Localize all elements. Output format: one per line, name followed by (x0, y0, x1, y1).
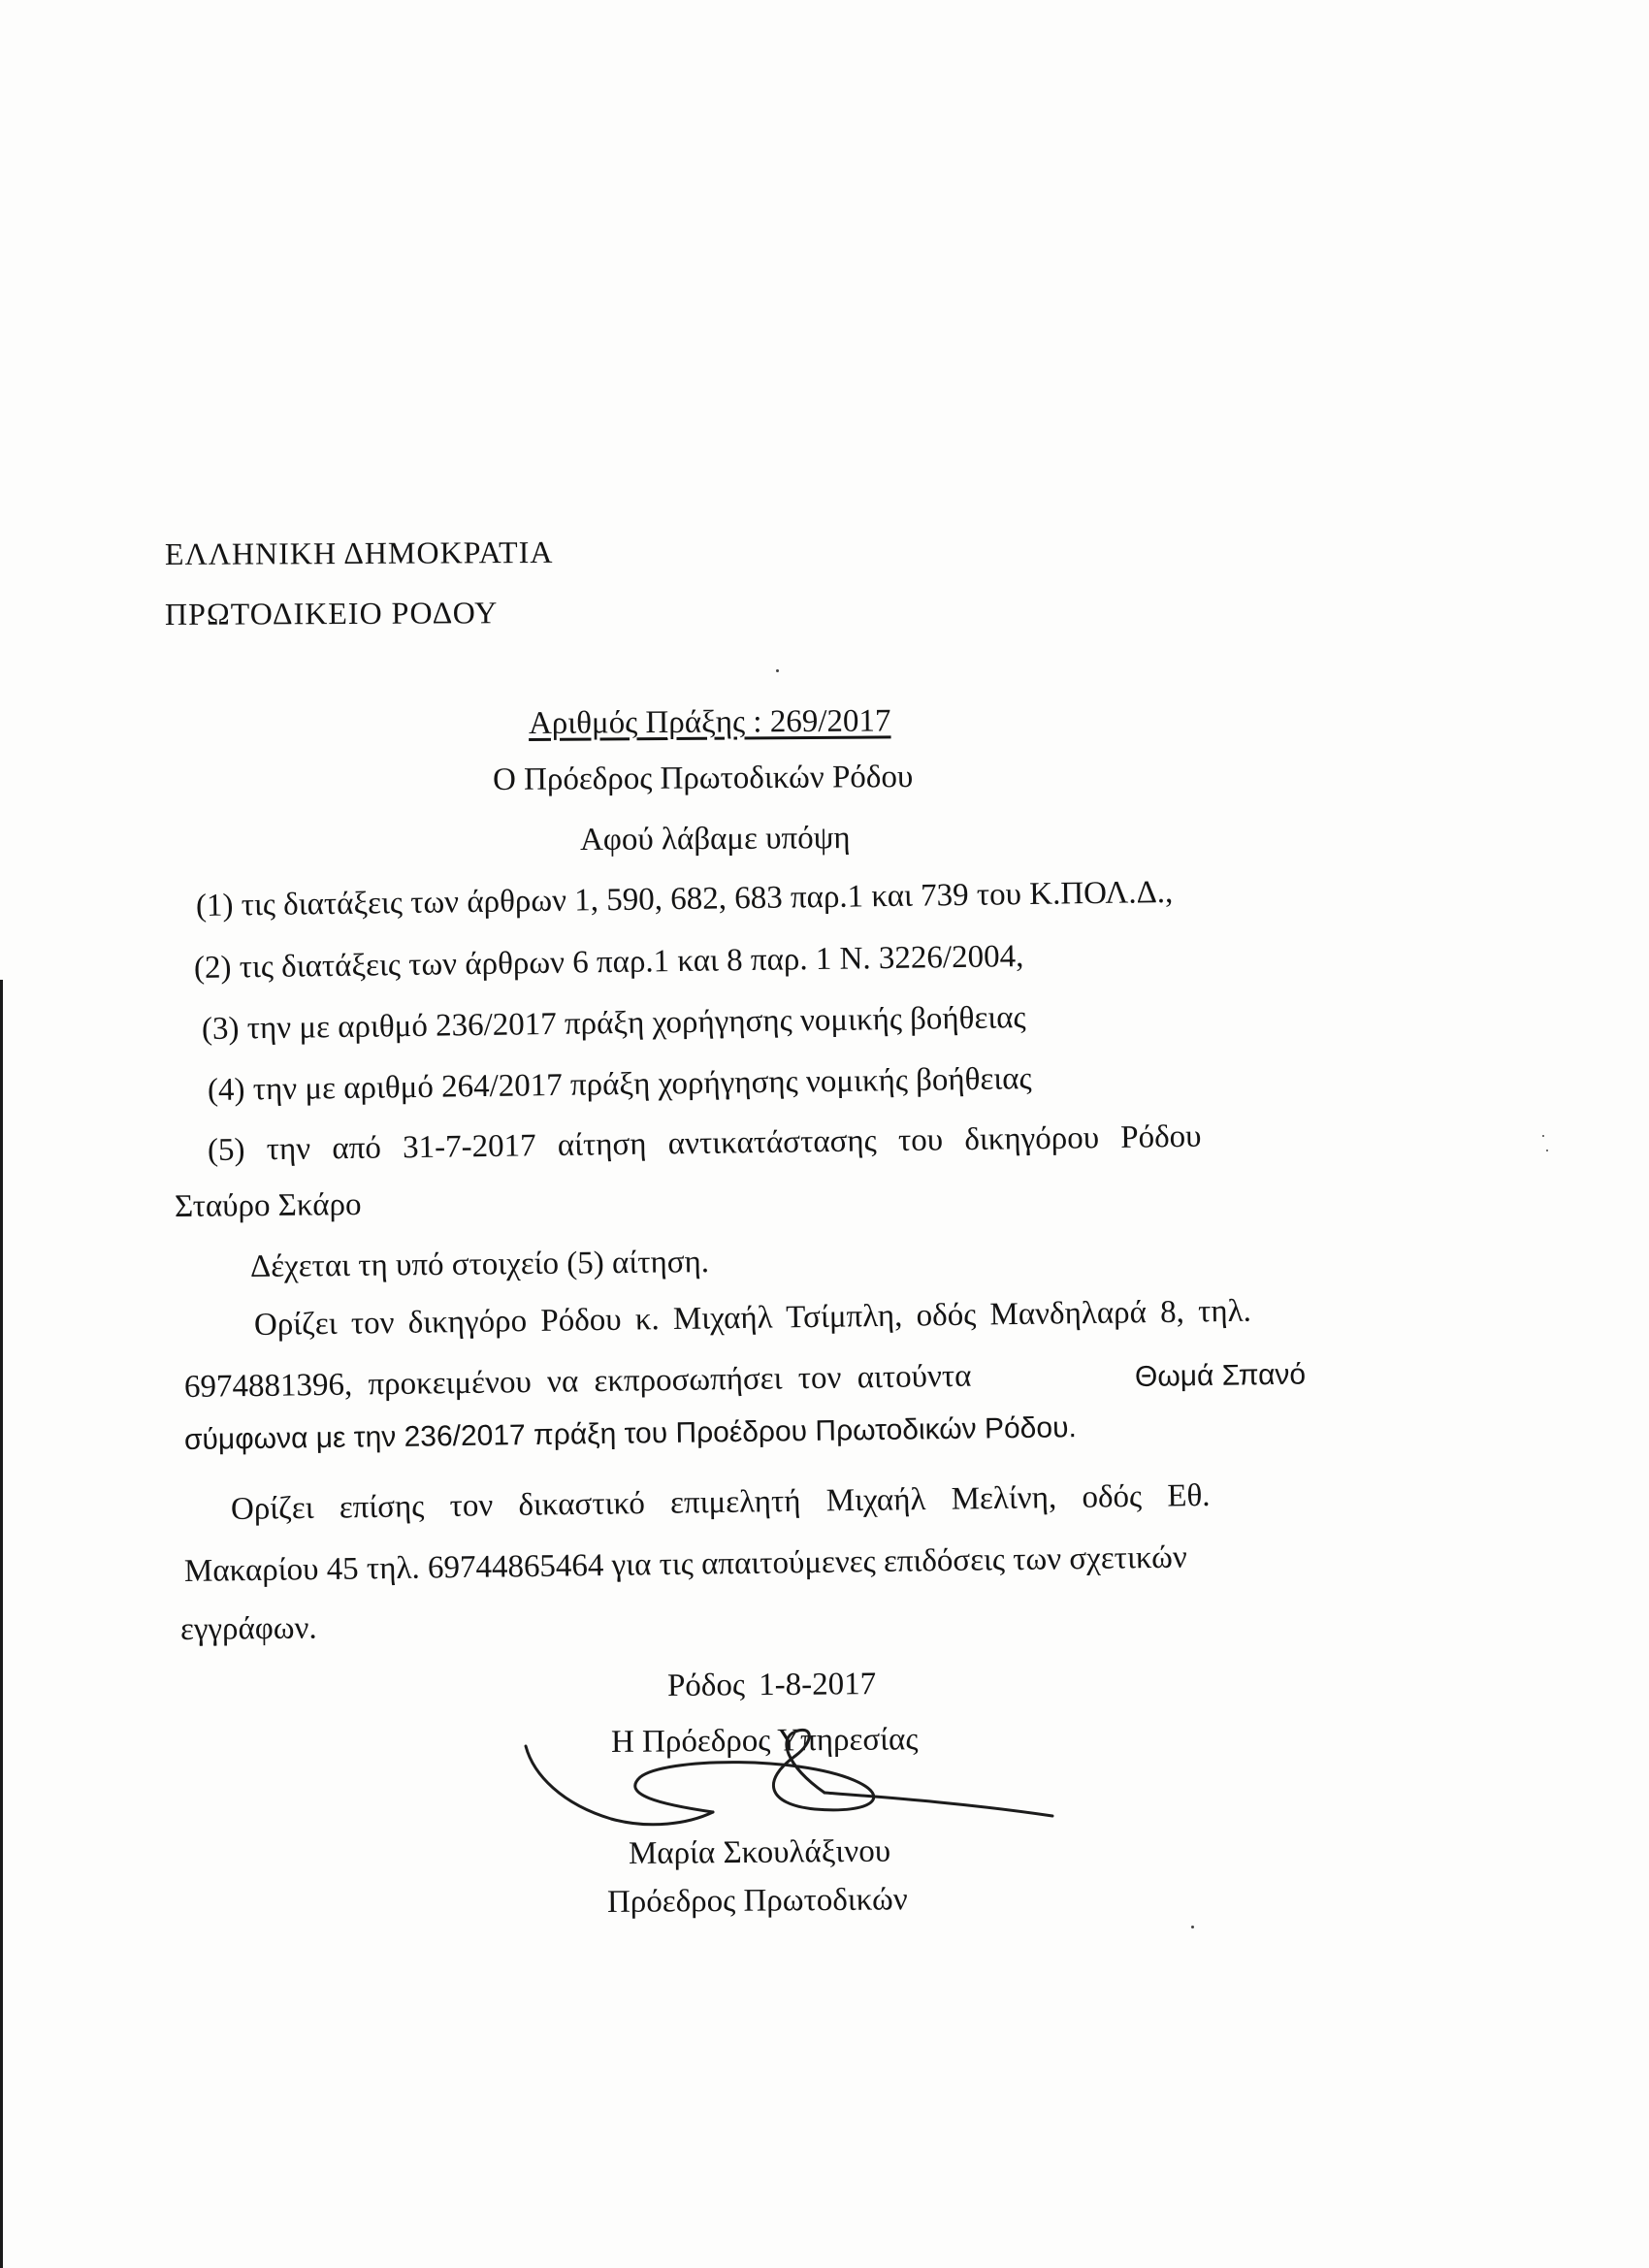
scan-edge-shadow (0, 980, 3, 2268)
decision-bailiff-line-2: Μακαρίου 45 τηλ. 69744865464 για τις απαιτούμενες επιδόσεις των σχετικών (183, 1539, 1188, 1589)
decision-bailiff-line-1: Ορίζει επίσης τον δικαστικό επιμελητή Μιχαήλ Μελίνη, οδός Εθ. (230, 1477, 1211, 1527)
decision-appoints-applicant-name: Θωμά Σπανό (1134, 1358, 1307, 1393)
closing-place-date: Ρόδος 1-8-2017 (666, 1667, 877, 1703)
legal-basis-item-5: (5) την από 31-7-2017 αίτηση αντικατάστασης του δικηγόρου Ρόδου (207, 1118, 1202, 1168)
act-considering: Αφού λάβαμε υπόψη (579, 821, 851, 858)
decision-accepts: Δέχεται τη υπό στοιχείο (5) αίτηση. (249, 1245, 710, 1284)
act-president: Ο Πρόεδρος Πρωτοδικών Ρόδου (492, 759, 914, 797)
scan-speck (1191, 1926, 1194, 1928)
decision-appoints-line-1: Ορίζει τον δικηγόρο Ρόδου κ. Μιχαήλ Τσίμπλη, οδός Μανδηλαρά 8, τηλ. (253, 1293, 1252, 1343)
legal-basis-item-1: (1) τις διατάξεις των άρθρων 1, 590, 682, 683 παρ.1 και 739 του Κ.ΠΟΛ.Δ., (195, 874, 1174, 923)
scan-speck (1542, 1135, 1544, 1137)
decision-bailiff-line-3: εγγράφων. (179, 1610, 317, 1647)
closing-signer-role: Πρόεδρος Πρωτοδικών (606, 1882, 908, 1920)
header-republic: ΕΛΛΗΝΙΚΗ ΔΗΜΟΚΡΑΤΙΑ (164, 534, 554, 571)
legal-basis-item-3: (3) την με αριθμό 236/2017 πράξη χορήγησης νομικής βοήθειας (201, 1000, 1026, 1047)
scan-speck (776, 669, 779, 672)
legal-basis-item-5-continuation: Σταύρο Σκάρο (174, 1186, 362, 1224)
closing-signer-name: Μαρία Σκουλάξινου (628, 1833, 891, 1871)
legal-basis-item-4: (4) την με αριθμό 264/2017 πράξη χορήγησης νομικής βοήθειας (207, 1061, 1032, 1108)
act-number-heading: Αριθμός Πράξης : 269/2017 (528, 703, 891, 741)
scan-speck (1546, 1150, 1548, 1151)
header-court: ΠΡΩΤΟΔΙΚΕΙΟ ΡΟΔΟΥ (164, 595, 499, 632)
closing-signer-title: Η Πρόεδρος Υπηρεσίας (610, 1722, 919, 1760)
legal-basis-item-2: (2) τις διατάξεις των άρθρων 6 παρ.1 και 8 παρ. 1 Ν. 3226/2004, (193, 939, 1024, 986)
decision-appoints-line-2: 6974881396, προκειμένου να εκπροσωπήσει τον αιτούντα (183, 1358, 972, 1405)
decision-appoints-line-3: σύμφωνα με την 236/2017 πράξη του Προέδρου Πρωτοδικών Ρόδου. (183, 1411, 1078, 1456)
handwritten-signature (504, 1688, 1067, 1853)
